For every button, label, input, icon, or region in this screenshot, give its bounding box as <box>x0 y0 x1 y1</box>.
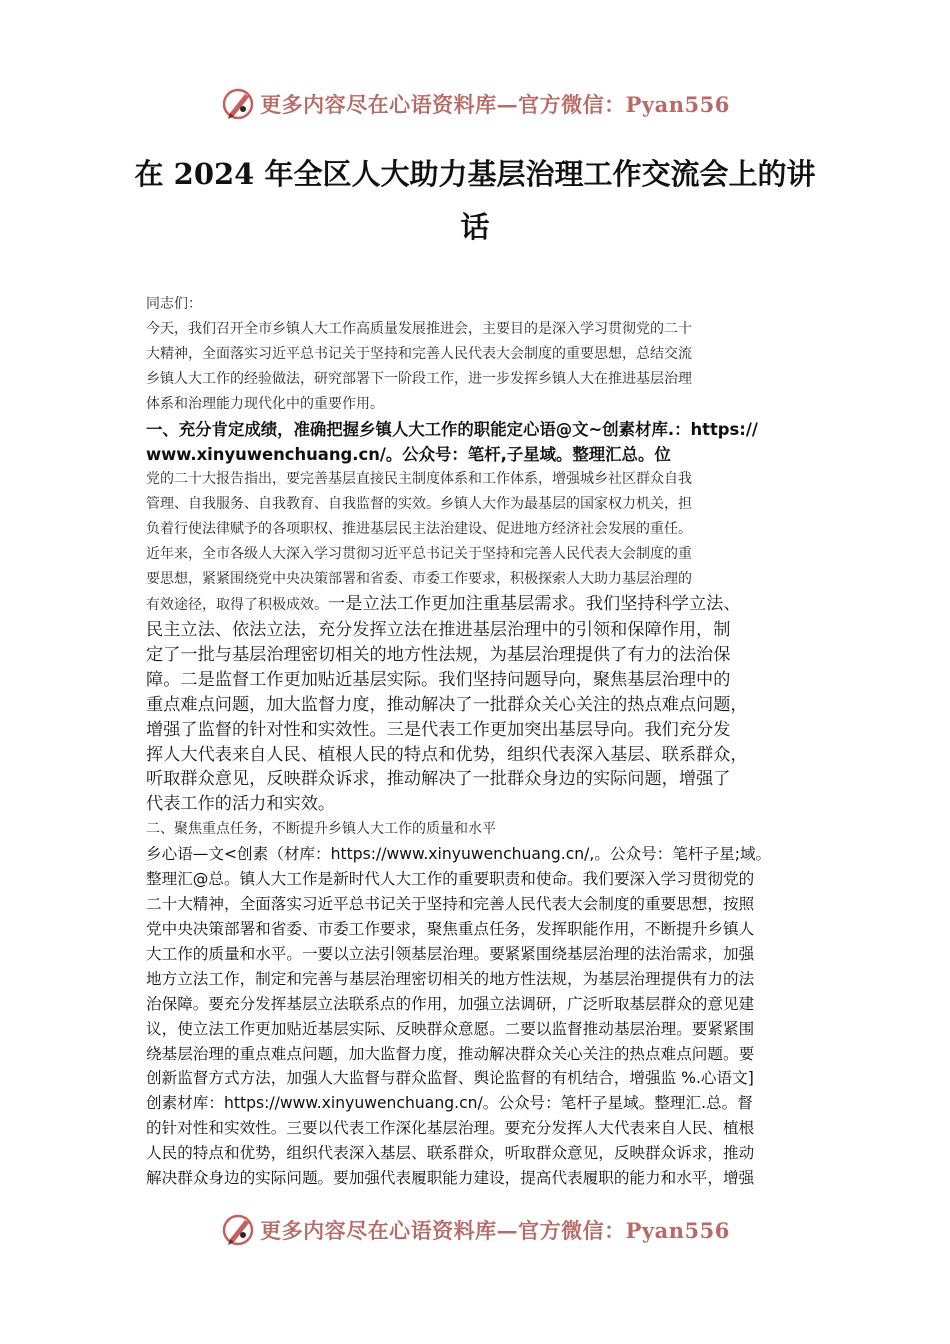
intro-paragraph: 今天，我们召开全市乡镇人大工作高质量发展推进会，主要目的是深入学习贯彻党的二十 大精神，全面落实习近平总书记关于坚持和完善人民代表大会制度的重要思想，总结交流 乡镇人大工作的经验做法，研究部署下一阶段工作，进一步发挥乡镇人大在推进基层治理 体系和治理能力现代化中的重要作用。 <box>146 321 692 412</box>
section1-paragraph <box>146 467 822 618</box>
section1-heading: 一、充分肯定成绩，准确把握乡镇人大工作的职能定心语@文~创素材库.：https:// www.xinyuwenchuang.cn/。公众号：笔杆,子星域。整理汇总。位 <box>146 420 758 464</box>
banner-text: 更多内容尽在心语资料库—官方微信：Pyan556 <box>260 92 730 117</box>
pen-logo-icon <box>220 1212 256 1248</box>
salutation: 同志们： <box>146 296 202 312</box>
section2-paragraph: 乡心语—文<创素（材库：https://www.xinyuwenchuang.cn/,。公众号：笔杆子星;域。 整理汇@总。镇人大工作是新时代人大工作的重要职责和使命。我们要深入学习贯彻党的 二十大精神，全面落实习近平总书记关于坚持和完善人民代表大会制度的重要思想，按照 党中央决策部署和省委、市委工作要求，聚焦重点任务，发挥职能作用，不断提升乡镇人 大工作的质量和水平。一要以立法引领基层治理。要紧紧围绕基层治理的法治需求，加强 地方立法工作，制定和完善与基层治理密切相关的地方性法规，为基层治理提供有力的法 治保障。要充分发挥基层立法联系点的作用，加强立法调研，广泛听取基层群众的意见建 议，使立法工作更加贴近基层实际、反映群众意愿。二要以监督推动基层治理。要紧紧围 绕基层治理的重点难点问题，加大监督力度，推动解决群众关心关注的热点难点问题。要 创新监督方式方法，加强人大监督与群众监督、舆论监督的有机结合，增强监 %.心语文] 创素材库：https://www.xinyuwenchuang.cn/。公众号：笔杆子星域。整理汇.总。督 的针对性和实效性。三要以代表工作深化基层治理。要充分发挥人大代表来自人民、植根 人民的特点和优势，组织代表深入基层、联系群众，听取群众意见，反映群众诉求，推动 解决群众身边的实际问题。要加强代表履职能力建设，提高代表履职的能力和水平，增强 <box>146 845 772 1188</box>
section1-paragraph-continued: 民主立法、依法立法，充分发挥立法在推进基层治理中的引领和保障作用，制 定了一批与基层治理密切相关的地方性法规，为基层治理提供了有力的法治保 障。二是监督工作更加贴近基层实际。我们坚持问题导向，聚焦基层治理中的 重点难点问题，加大监督力度，推动解决了一批群众关心关注的热点难点问题， 增强了监督的针对性和实效性。三是代表工作更加突出基层导向。我们充分发 挥人大代表来自人民、植根人民的特点和优势，组织代表深入基层、联系群众， 听取群众意见，反映群众诉求，推动解决了一批群众身边的实际问题，增强了 代表工作的活力和实效。 <box>146 620 748 815</box>
section1-small-text: 党的二十大报告指出，要完善基层直接民主制度体系和工作体系，增强城乡社区群众自我 管理、自我服务、自我教育、自我监督的实效。乡镇人大作为最基层的国家权力机关，担 负着行使法律赋予的各项职权、推进基层民主法治建设、促进地方经济社会发展的重任。 近年来，全市各级人大深入学习贯彻习近平总书记关于坚持和完善人民代表大会制度的重 要思想，紧紧围绕党中央决策部署和省委、市委工作要求，积极探索人大助力基层治理的 有效途径，取得了积极成效。 <box>146 471 692 613</box>
section2-heading: 二、聚焦重点任务，不断提升乡镇人大工作的质量和水平 <box>146 821 496 838</box>
pen-logo-icon <box>220 86 256 122</box>
banner-text: 更多内容尽在心语资料库—官方微信：Pyan556 <box>260 1218 730 1243</box>
section1-large-first: 一是立法工作更加注重基层需求。我们坚持科学立法、 <box>328 594 741 614</box>
page-title: 在 2024 年全区人大助力基层治理工作交流会上的讲 话 <box>134 157 816 244</box>
footer-banner <box>0 1210 950 1250</box>
header-banner <box>0 84 950 124</box>
document-body <box>146 292 822 1191</box>
